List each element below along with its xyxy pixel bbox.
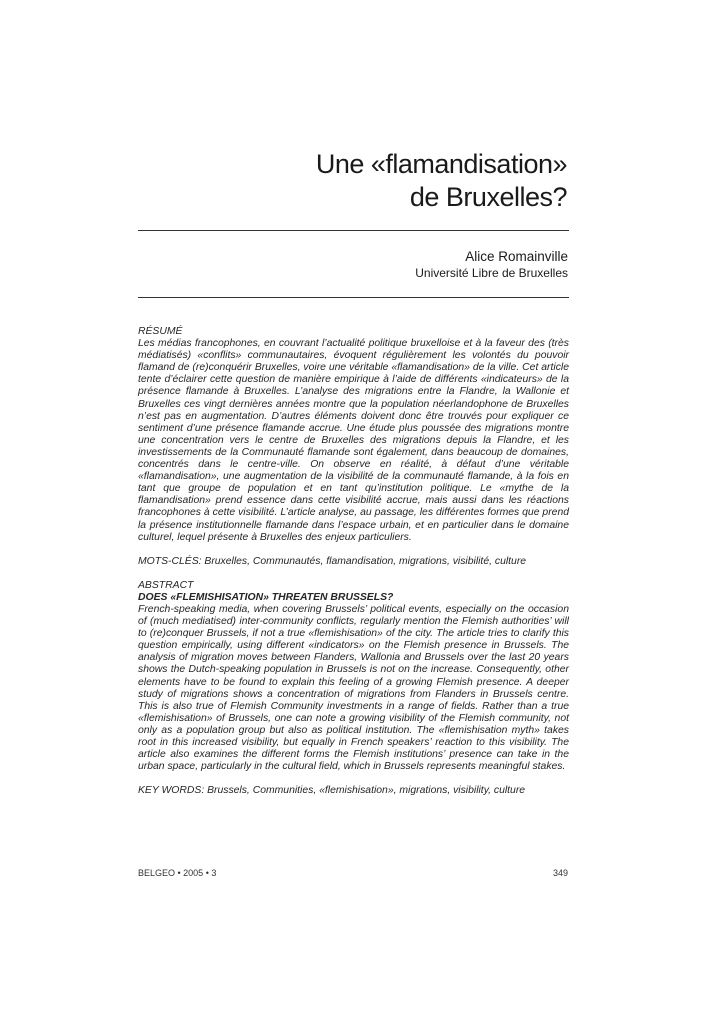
abstract-subtitle: DOES «FLEMISHISATION» THREATEN BRUSSELS? [138,591,394,603]
page-number: 349 [552,868,568,878]
resume-text: Les médias francophones, en couvrant l’actualité politique bruxelloise et à la faveur des (très médiatisés) «conflits» communautaires, évoquent régulièrement les volontés du pouvoir flamand de (re)conquérir Bruxelles, voire une véritable «flamandisation» de la ville. Cet article tente d’éclairer cette question de manière empirique à l’aide de différents «indicateurs» de la présence flamande à Bruxelles. L’analyse des migrations entre la Flandre, la Wallonie et Bruxelles ces vingt dernières années montre que la population néerlandophone de Bruxelles n’est pas en augmentation. D’autres éléments doivent donc être trouvés pour expliquer ce sentiment d’une présence flamande accrue. Une étude plus poussée des migrations montre une concentration vers le centre de Bruxelles des migrations depuis la Flandre, et les investissements de la Communauté flamande sont également, dans beaucoup de domaines, concentrés dans le centre-ville. On observe en réalité, à défaut d’une véritable «flamandisation», une augmentation de la visibilité de la communauté flamande, à la fois en tant que groupe de population et en tant qu’institution politique. Le «mythe de la flamandisation» prend essence dans cette visibilité accrue, mais aussi dans les réactions francophones à cette visibilité. L’article analyse, au passage, les différentes formes que prend la présence institutionnelle flamande dans l’espace urbain, et en particulier dans le domaine culturel, lequel présente à Bruxelles des enjeux particuliers. [138,338,569,543]
top-divider [138,230,569,231]
article-title [316,148,567,214]
key-words: KEY WORDS: Brussels, Communities, «flemishisation», migrations, visibility, culture [138,785,526,797]
title-line-1: Une «flamandisation» [315,149,567,179]
mots-cles: MOTS-CLÉS: Bruxelles, Communautés, flamandisation, migrations, visibilité, culture [138,555,527,567]
author-affiliation: Université Libre de Bruxelles [415,266,568,280]
author-name: Alice Romainville [465,249,568,264]
abstract-heading: ABSTRACT [138,579,194,591]
journal-footer: BELGEO • 2005 • 3 [138,868,217,878]
title-line-2: de Bruxelles? [409,182,567,212]
abstract-text: French-speaking media, when covering Brussels’ political events, especially on the occasion of (much mediatised) inter-community conflicts, regularly mention the Flemish authorities’ will to (re)conquer Brussels, if not a true «flemishisation» of the city. The article tries to clarify this question empirically, using different «indicators» on the Flemish presence in Brussels. The analysis of migration moves between Flanders, Wallonia and Brussels over the last 20 years shows the Dutch-speaking population in Brussels is not on the increase. Consequently, other elements have to be found to explain this feeling of a growing Flemish presence. A deeper study of migrations shows a concentration of migrations from Flanders in Brussels centre. This is also true of Flemish Community investments in a range of fields. Rather than a true «flemishisation» of Brussels, one can note a growing visibility of the Flemish community, not only as a population group but also as political institution. The «flemishisation myth» takes root in this increased visibility, but equally in French speakers’ reaction to this visibility. The article also examines the different forms the Flemish institutions’ presence can take in the urban space, particularly in the cultural field, which in Brussels represents meaningful stakes. [138,603,569,773]
article-summary-block [138,326,569,797]
bottom-divider [138,297,569,298]
resume-heading: RÉSUMÉ [138,326,183,337]
